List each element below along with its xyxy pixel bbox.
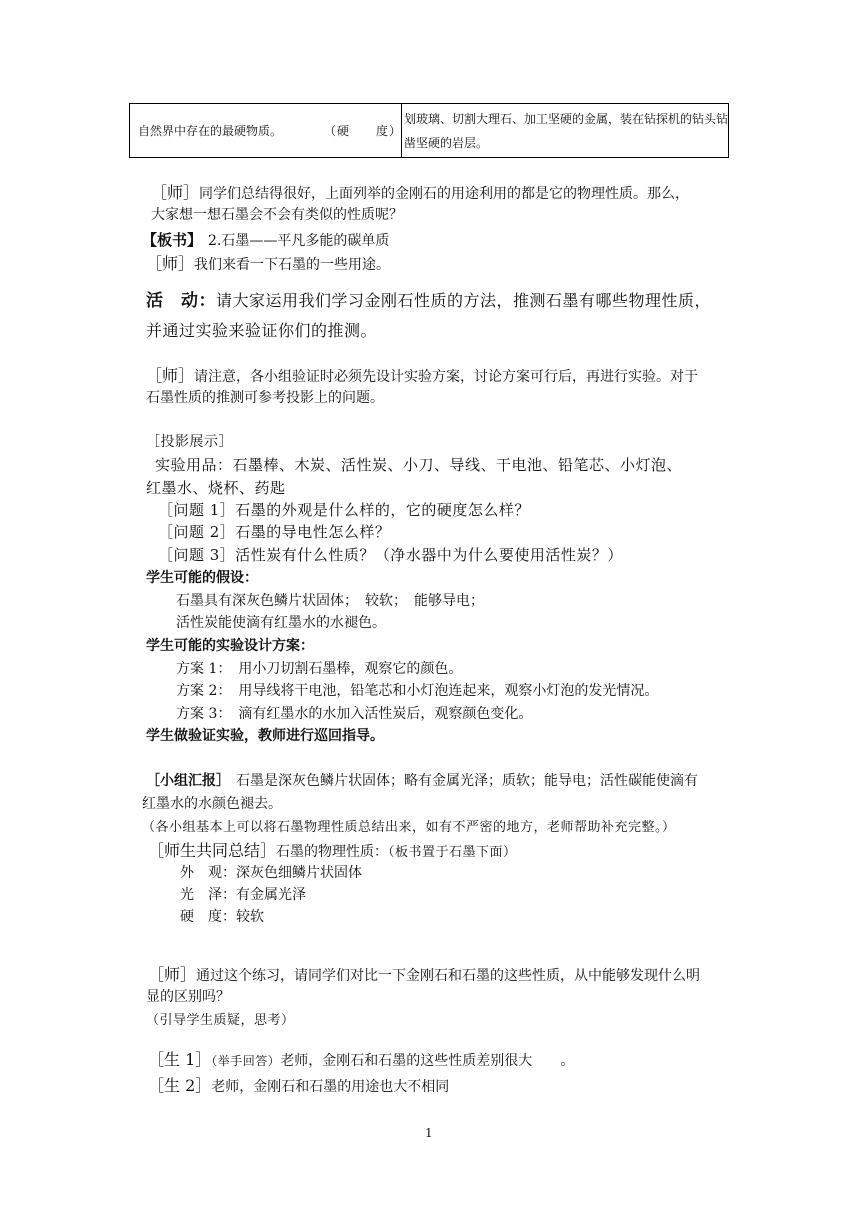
activity-line-1 [146,286,711,311]
summary-outer: 外 观：深灰色细鳞片状固体 [180,865,362,881]
teacher-tag: ［师］ [146,254,195,273]
student-note: （举手回答） [211,1054,281,1068]
para-line: 请注意，各小组验证时必须先设计实验方案，讨论方案可行后，再进行实验。对于 [194,369,699,385]
para-line: 通过这个练习，请同学们对比一下金刚石和石墨的这些性质，从中能够发现什么明 [196,968,701,984]
table-cell-property [130,104,402,158]
summary-text: 石墨的物理性质： [276,844,389,860]
activity-label: 活 动： [146,291,216,311]
student-tag: ［生 1］ [148,1050,212,1069]
teacher-para-1 [151,180,689,203]
summary-note: （板书置于石墨下面） [388,845,517,860]
table-cell-use: 划玻璃、切割大理石、加工坚硬的金属，装在钻探机的钻头钻凿坚硬的岩层。 [402,104,729,158]
design-plan-2: 方案 2： 用导线将干电池，铅笔芯和小灯泡连起来，观察小灯泡的发光情况。 [176,683,659,699]
question-3: ［问题 3］活性炭有什么性质？（净水器中为什么要使用活性炭？） [158,546,623,564]
teacher-para-2 [146,251,390,274]
board-text: 2.石墨——平凡多能的碳单质 [208,233,390,249]
question-2: ［问题 2］石墨的导电性怎么样？ [158,523,391,541]
verify-note: 学生做验证实验，教师进行巡回指导。 [146,728,384,744]
summary-hardness: 硬 度：较软 [180,909,264,925]
table-cell-hardness: （硬 度） [324,124,403,138]
para-line: 显的区别吗？ [146,989,230,1005]
para-line: 我们来看一下石墨的一些用途。 [194,257,391,273]
summary-luster: 光 泽：有金属光泽 [180,887,306,903]
board-note [142,229,389,250]
summary-tag: ［师生共同总结］ [148,841,277,860]
summary [148,838,517,861]
para-line: 同学们总结得很好，上面列举的金刚石的用途利用的都是它的物理性质。那么， [199,186,690,202]
activity-text: 请大家运用我们学习金刚石性质的方法，推测石墨有哪些物理性质， [216,291,712,310]
properties-table [129,103,729,158]
page-number: 1 [425,1126,433,1140]
student-answer: 老师，金刚石和石墨的用途也大不相同 [211,1079,450,1095]
student-1 [148,1047,574,1070]
teacher-tag: ［师］ [146,366,195,385]
hypothesis-line: 石墨具有深灰色鳞片状固体； 较软； 能够导电； [176,593,484,609]
table-cell-property-text: 自然界中存在的最硬物质。 [138,124,283,138]
design-heading: 学生可能的实验设计方案： [146,638,314,654]
para-line: 红墨水的水颜色褪去。 [142,796,282,812]
para-line: 大家想一想石墨会不会有类似的性质呢？ [151,207,403,223]
group-report [146,770,698,790]
hypothesis-line: 活性炭能使滴有红墨水的水褪色。 [176,615,386,631]
report-tag: ［小组汇报］ [146,773,230,789]
question-1: ［问题 1］石墨的外观是什么样的，它的硬度怎么样？ [158,501,530,519]
projection-materials-2: 红墨水、烧杯、药匙 [146,479,286,497]
para-line: 石墨是深灰色鳞片状固体；略有金属光泽；质软；能导电；活性碳能使滴有 [236,773,698,789]
student-tag: ［生 2］ [148,1076,212,1095]
report-note: （各小组基本上可以将石墨物理性质总结出来，如有不严密的地方，老师帮助补充完整。） [142,820,676,835]
projection-header: ［投影展示］ [146,434,233,450]
teacher-tag: ［师］ [151,183,200,202]
teacher-para-4 [148,962,700,985]
student-2 [148,1073,449,1096]
board-tag: 【板书】 [142,231,203,249]
hypothesis-heading: 学生可能的假设： [146,570,258,586]
activity-line-2: 并通过实验来验证你们的推测。 [146,321,378,340]
para-line: 石墨性质的推测可参考投影上的问题。 [146,390,384,406]
design-plan-1: 方案 1： 用小刀切割石墨棒，观察它的颜色。 [176,661,463,677]
teacher-tag: ［师］ [148,965,197,984]
teacher-note: （引导学生质疑，思考） [146,1013,295,1028]
teacher-para-3 [146,363,698,386]
table-row [130,104,729,158]
student-answer: 老师，金刚石和石墨的这些性质差别很大 。 [280,1053,575,1069]
design-plan-3: 方案 3： 滴有红墨水的水加入活性炭后，观察颜色变化。 [176,706,533,722]
projection-materials: 实验用品：石墨棒、木炭、活性炭、小刀、导线、干电池、铅笔芯、小灯泡、 [155,456,683,474]
